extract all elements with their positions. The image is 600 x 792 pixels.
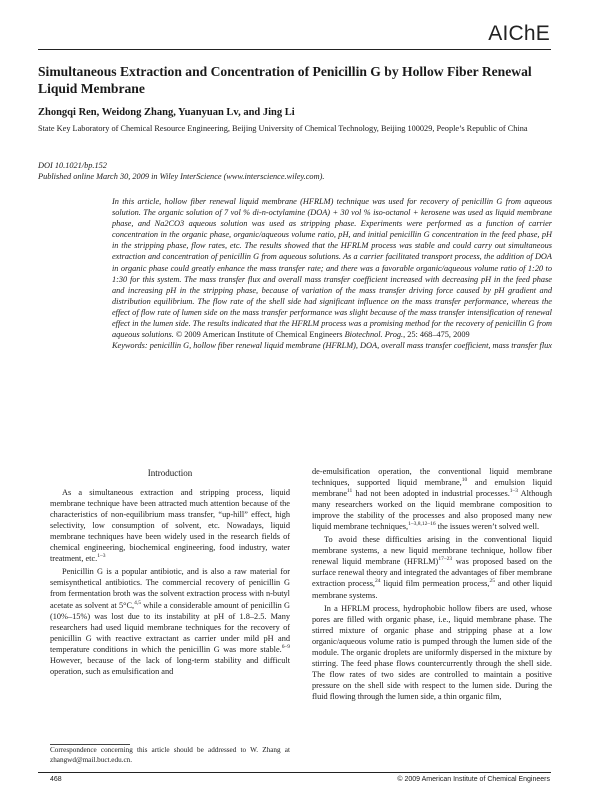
- right-column: [312, 466, 552, 702]
- header-rule: [38, 49, 551, 50]
- article-title: Simultaneous Extraction and Concentration of Penicillin G by Hollow Fiber Renewal Liquid Membrane: [38, 64, 532, 96]
- left-column: [50, 468, 290, 677]
- publisher-logo: AIChE: [488, 22, 550, 45]
- published-online: Published online March 30, 2009 in Wiley InterScience (www.interscience.wiley.com).: [38, 172, 325, 181]
- citation: 24: [375, 578, 381, 585]
- citation: 1–3,8,12–16: [408, 521, 436, 528]
- footnote-rule: [50, 744, 130, 745]
- publication-info: [38, 160, 558, 182]
- paragraph: As a simultaneous extraction and stripping process, liquid membrane technique have been attracted much attention because of the characteristics of non-equilibrium mass transfer, “up-hill” effect, high selectivity, low consumption of solvent, etc. Nowadays, liquid membrane techniques have been widely used in the research fields of chemical engineering, biochemical engineering, food industry, water treatment, etc.$^{1-3}$: [50, 488, 290, 564]
- page-number: 468: [50, 776, 62, 783]
- paragraph: Penicillin G is a popular antibiotic, and is also a raw material for semisynthetical antibiotics. The commercial recovery of penicillin G from fermentation broth was the solvent extraction process with n-butyl acetate as solvent at 5°C,$^{4,5}$ while a considerable amount of penicillin G (10%–15%) was lost due to its instability at pH of 1.8–2.5. Many researchers had used liquid membrane techniques for the recovery of penicillin G with reactive extractant as carrier under mild pH and temperature conditions in which the penicillin G was more stable.$^{6-9}$ However, because of the lack of long-term stability and difficult operation, such as emulsification and: [50, 567, 291, 676]
- abstract-text: In this article, hollow fiber renewal liquid membrane (HFRLM) technique was used for recovery of penicillin G from aqueous solution. The organic solution of 7 vol % di-n-octylamine (DOA) + 30 vol % iso-octanol + kerosene was used as liquid membrane phase, and Na2CO3 aqueous solution was used as stripping phase. Experiments were performed as a function of carrier concentration in the organic phase, organic/aqueous volume ratio, pH, and initial penicillin G concentration in the feed phase, pH in the stripping phase, flow rates, etc. The results showed that the HFRLM process was stable and could carry out simultaneous extraction and concentration of penicillin G from aqueous solutions. As a carrier facilitated transport process, the addition of DOA in organic phase could greatly enhance the mass transfer rate; and there was a favorable organic/aqueous volume ratio of 1:20 to 1:30 for this system. The mass transfer flux and overall mass transfer coefficient increased with decreasing pH in the feed phase and increasing pH in the stripping phase, because of variation of the mass transfer driving force caused by pH gradient and distribution equilibrium. The flow rate of the shell side had significant influence on the mass transfer performance, whereas the effect of flow rate of lumen side on the mass transfer performance was slight because of the mass transfer intensification of renewal effect in the lumen side. The results indicated that the HFRLM process was a promising method for the recovery of penicillin G from aqueous solutions.: [112, 197, 552, 340]
- footer-copyright: © 2009 American Institute of Chemical Engineers: [397, 776, 550, 783]
- abstract-copyright: © 2009 American Institute of Chemical Engineers: [175, 330, 343, 340]
- citation: 25: [489, 578, 495, 585]
- citation: 1–3: [97, 553, 106, 560]
- abstract: [112, 196, 552, 351]
- paragraph: In a HFRLM process, hydrophobic hollow fibers are used, whose pores are filled with organic phase, i.e., liquid membrane phase. The stirred mixture of organic phase and stripping phase at a low organic/aqueous volume ratio is pumped through the lumen side of the module. The organic droplets are uniformly dispersed in the mixture by stirring. The feed phase flows countercurrently through the shell side. The flow rates of two sides are controlled to maintain a positive pressure on the shell side with respect to the lumen side. During the fluid flowing through the lumen side, a thin organic film,: [312, 603, 552, 701]
- citation: 1–3: [509, 488, 519, 495]
- citation: 4,5: [134, 599, 141, 606]
- citation: 17–23: [438, 556, 453, 563]
- footer-rule: [38, 772, 551, 773]
- citation: 11: [347, 488, 353, 495]
- citation: 6–9: [281, 643, 290, 650]
- affiliation: State Key Laboratory of Chemical Resource Engineering, Beijing University of Chemical Technology, Beijing 100029, People’s Republic of China: [38, 124, 528, 133]
- doi: DOI 10.1021/bp.152: [38, 161, 107, 170]
- author-list: Zhongqi Ren, Weidong Zhang, Yuanyuan Lv, and Jing Li: [38, 107, 295, 118]
- correspondence-footnote: Correspondence concerning this article should be addressed to W. Zhang at zhangwd@mail.buct.edu.cn.: [50, 746, 290, 764]
- keywords: Keywords: penicillin G, hollow fiber renewal liquid membrane (HFRLM), DOA, overall mass transfer coefficient, mass transfer flux: [112, 341, 552, 351]
- journal-reference-name: Biotechnol. Prog.: [344, 330, 404, 340]
- section-heading-introduction: Introduction: [147, 468, 193, 478]
- citation: 10: [461, 477, 468, 484]
- paragraph: de-emulsification operation, the conventional liquid membrane techniques, supported liquid membrane,$^{10}$ and emulsion liquid membrane$^{11}$ had not been adopted in industrial processes.$^{1-3}$ Although many researchers worked on the liquid membrane composition to improve the stability of the processes and also proposed many new liquid membrane techniques,$^{1-3,8,12-16}$ the issues weren’t solved well.: [312, 467, 552, 532]
- paragraph: To avoid these difficulties arising in the conventional liquid membrane systems, a new liquid membrane technique, hollow fiber renewal liquid membrane (HFRLM)$^{17-23}$ was proposed based on the surface renewal theory and integrated the advantages of fiber membrane extraction process,$^{24}$ liquid film permeation process,$^{25}$ and other liquid membrane systems.: [312, 535, 553, 600]
- journal-reference-rest: , 25: 468–475, 2009: [403, 330, 470, 340]
